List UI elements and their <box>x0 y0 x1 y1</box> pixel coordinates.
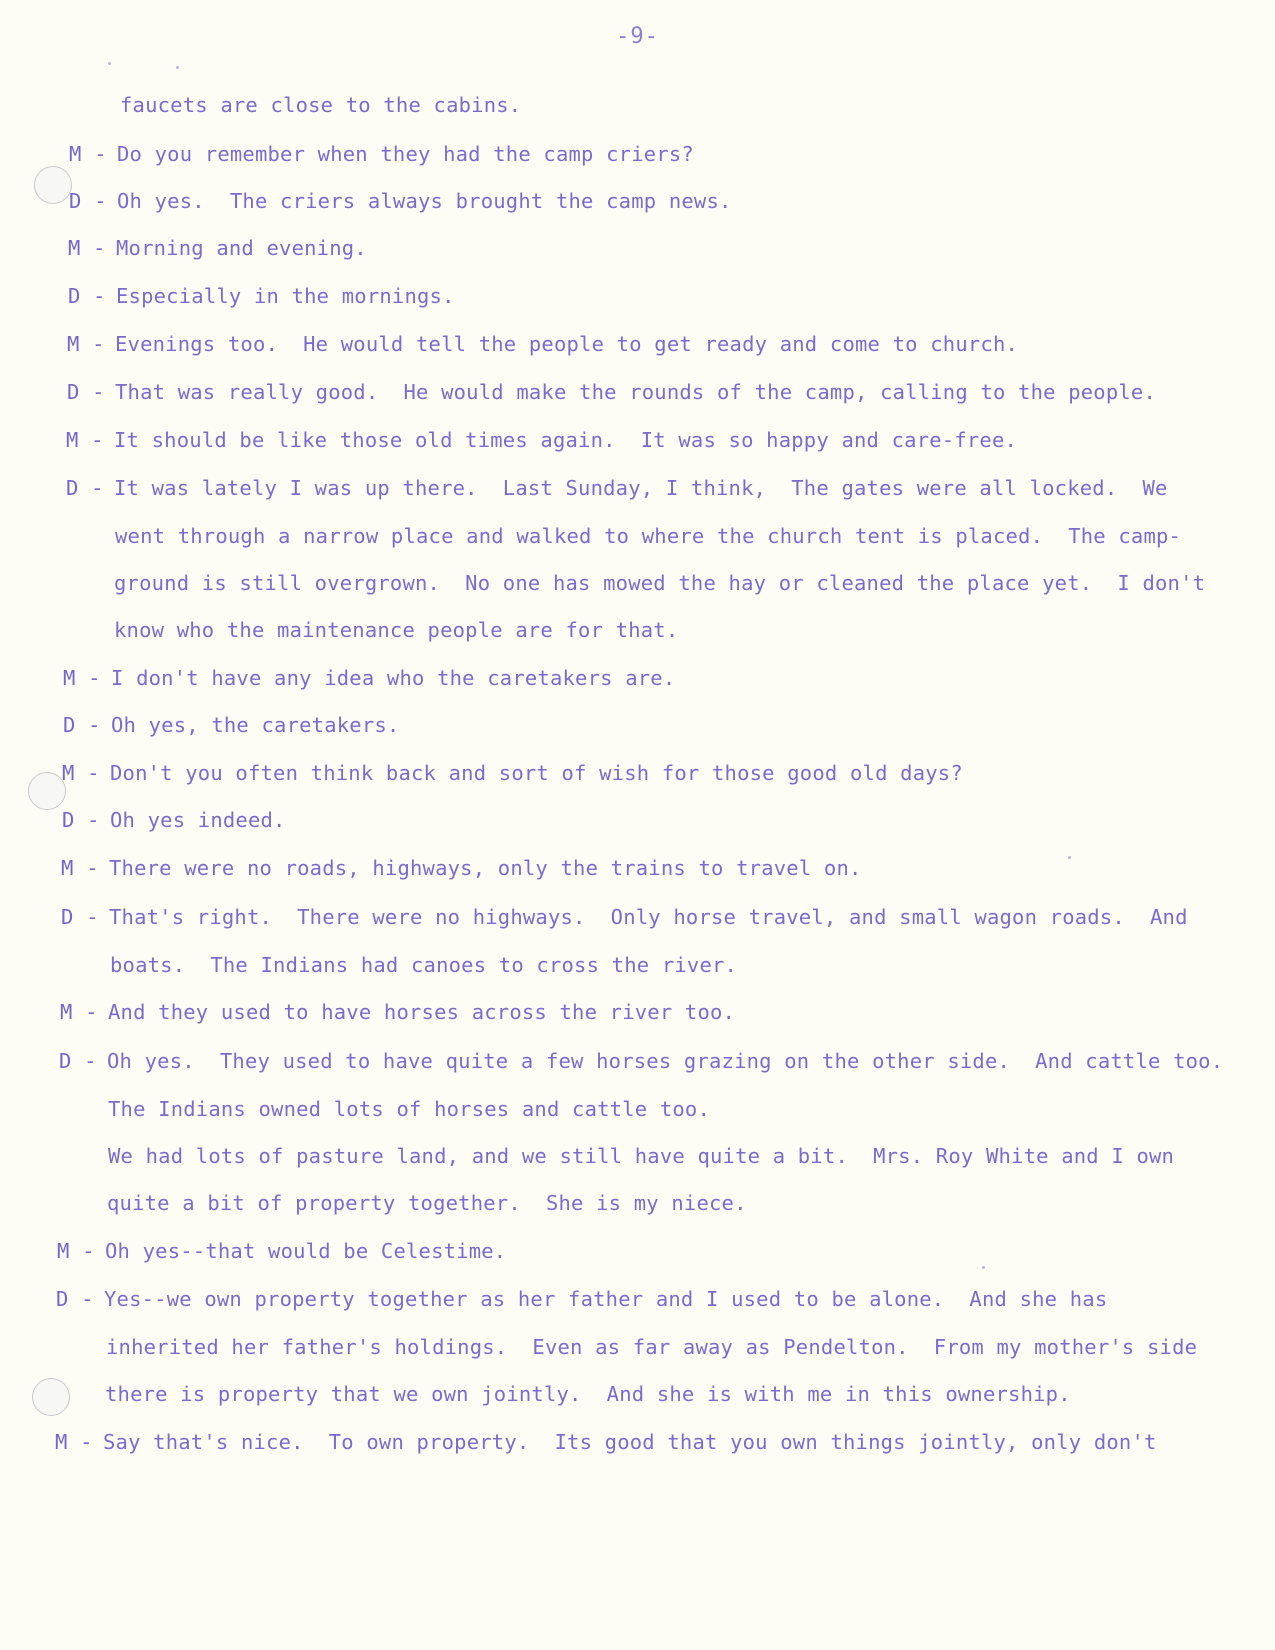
line-text: went through a narrow place and walked to where the church tent is placed. The camp- <box>115 524 1182 548</box>
transcript-line <box>63 712 399 738</box>
transcript-line <box>69 188 732 214</box>
transcript-line <box>120 92 521 118</box>
transcript-line <box>67 331 1018 357</box>
transcript-line <box>66 427 1017 453</box>
speaker-label: D - <box>59 1049 97 1073</box>
transcript-line <box>57 1238 506 1264</box>
transcript-line <box>69 141 694 167</box>
line-text: Oh yes. They used to have quite a few horses grazing on the other side. And cattle too. <box>107 1049 1224 1073</box>
speaker-label: M - <box>67 332 105 356</box>
speaker-label: D - <box>67 380 105 404</box>
transcript-line <box>62 807 286 833</box>
transcript-line <box>114 617 678 643</box>
transcript-line <box>114 570 1205 596</box>
line-text: It should be like those old times again. It was so happy and care-free. <box>114 428 1018 452</box>
line-text: Say that's nice. To own property. Its good that you own things jointly, only don't <box>103 1430 1157 1454</box>
transcript-line <box>61 855 862 881</box>
speaker-label: D - <box>62 808 100 832</box>
transcript-line <box>68 235 367 261</box>
speaker-label: M - <box>55 1430 93 1454</box>
speaker-label: M - <box>61 856 99 880</box>
ink-speck <box>176 66 179 69</box>
transcript-line <box>106 1334 1197 1360</box>
transcript-line <box>108 1096 710 1122</box>
punch-hole-middle <box>28 772 66 810</box>
transcript-line <box>63 665 675 691</box>
line-text: Oh yes, the caretakers. <box>111 713 400 737</box>
transcript-line <box>115 523 1181 549</box>
line-text: I don't have any idea who the caretakers are. <box>111 666 676 690</box>
line-text: Do you remember when they had the camp criers? <box>117 142 694 166</box>
line-text: There were no roads, highways, only the trains to travel on. <box>109 856 862 880</box>
line-text: ground is still overgrown. No one has mowed the hay or cleaned the place yet. I don't <box>114 571 1206 595</box>
speaker-label: D - <box>61 905 99 929</box>
transcript-line <box>55 1429 1157 1455</box>
speaker-label: M - <box>68 236 106 260</box>
speaker-label: M - <box>57 1239 95 1263</box>
line-text: know who the maintenance people are for that. <box>114 618 679 642</box>
line-text: Yes--we own property together as her father and I used to be alone. And she has <box>104 1287 1108 1311</box>
line-text: Evenings too. He would tell the people to get ready and come to church. <box>115 332 1019 356</box>
speaker-label: M - <box>60 1000 98 1024</box>
punch-hole-bottom <box>32 1378 70 1416</box>
speaker-label: D - <box>56 1287 94 1311</box>
ink-speck <box>108 62 111 65</box>
line-text: quite a bit of property together. She is my niece. <box>107 1191 747 1215</box>
line-text: Oh yes. The criers always brought the camp news. <box>117 189 732 213</box>
line-text: That's right. There were no highways. Only horse travel, and small wagon roads. And <box>109 905 1188 929</box>
line-text: It was lately I was up there. Last Sunday, I think, The gates were all locked. We <box>114 476 1168 500</box>
speaker-label: D - <box>68 284 106 308</box>
transcript-line <box>56 1286 1107 1312</box>
speaker-label: M - <box>63 666 101 690</box>
line-text: And they used to have horses across the river too. <box>108 1000 736 1024</box>
speaker-label: M - <box>66 428 104 452</box>
transcript-line <box>62 760 963 786</box>
ink-speck <box>1068 856 1071 859</box>
transcript-line <box>61 904 1188 930</box>
transcript-line <box>110 952 737 978</box>
punch-hole-top <box>34 166 72 204</box>
transcript-line <box>60 999 735 1025</box>
line-text: We had lots of pasture land, and we still have quite a bit. Mrs. Roy White and I own <box>108 1144 1175 1168</box>
line-text: Don't you often think back and sort of wish for those good old days? <box>110 761 963 785</box>
transcript-line <box>59 1048 1223 1074</box>
line-text: there is property that we own jointly. And she is with me in this ownership. <box>105 1382 1071 1406</box>
line-text: inherited her father's holdings. Even as far away as Pendelton. From my mother's side <box>106 1335 1198 1359</box>
transcript-line <box>107 1190 747 1216</box>
speaker-label: D - <box>66 476 104 500</box>
speaker-label: D - <box>63 713 101 737</box>
line-text: That was really good. He would make the rounds of the camp, calling to the people. <box>115 380 1156 404</box>
line-text: Especially in the mornings. <box>116 284 455 308</box>
transcript-line <box>68 283 455 309</box>
transcript-line <box>108 1143 1174 1169</box>
speaker-label: M - <box>69 142 107 166</box>
line-text: boats. The Indians had canoes to cross the river. <box>110 953 738 977</box>
line-text: faucets are close to the cabins. <box>120 93 522 117</box>
ink-speck <box>982 1266 985 1269</box>
transcript-line <box>66 475 1168 501</box>
transcript-line <box>67 379 1156 405</box>
transcript-line <box>105 1381 1071 1407</box>
speaker-label: D - <box>69 189 107 213</box>
speaker-label: M - <box>62 761 100 785</box>
line-text: Morning and evening. <box>116 236 367 260</box>
page-number: -9- <box>616 24 659 49</box>
line-text: Oh yes indeed. <box>110 808 286 832</box>
line-text: The Indians owned lots of horses and cattle too. <box>108 1097 711 1121</box>
line-text: Oh yes--that would be Celestime. <box>105 1239 507 1263</box>
